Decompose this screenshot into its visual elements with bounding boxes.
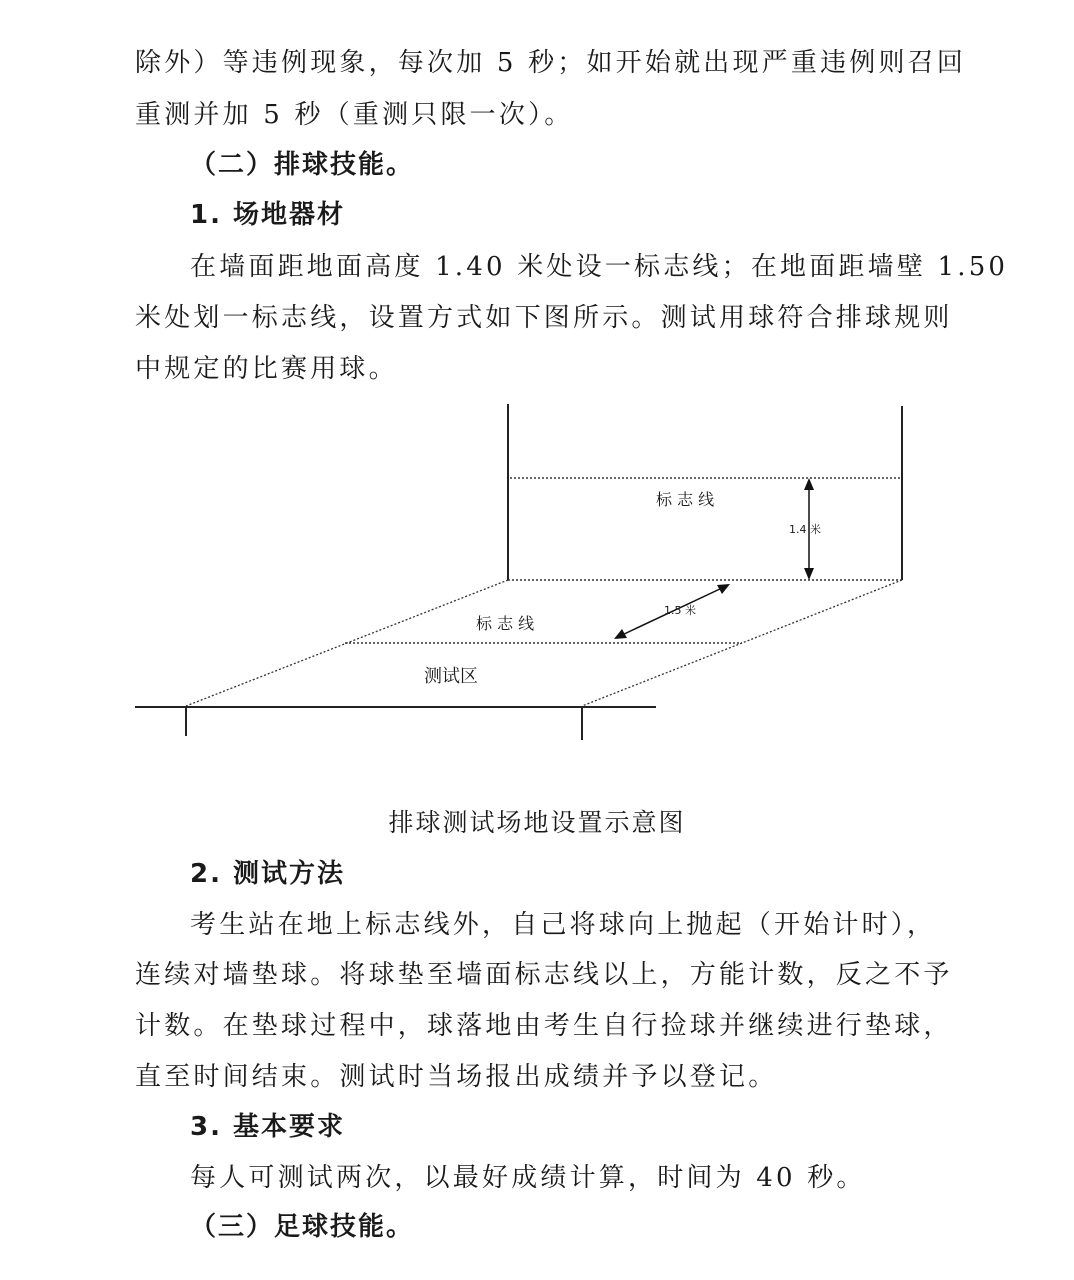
text-line: 计数。在垫球过程中，球落地由考生自行捡球并继续进行垫球，: [135, 1011, 953, 1041]
height-label: 1.4 米: [789, 523, 821, 536]
diagram-caption: 排球测试场地设置示意图: [388, 808, 686, 837]
floor-mark-label: 标 志 线: [476, 614, 535, 633]
text-line: 连续对墙垫球。将球垫至墙面标志线以上，方能计数，反之不予: [135, 960, 953, 990]
text-line: 除外）等违例现象，每次加 5 秒；如开始就出现严重违例则召回: [135, 48, 967, 78]
text-line: 在墙面距地面高度 1.40 米处设一标志线；在地面距墙壁 1.50: [190, 252, 1009, 282]
section-heading: （三）足球技能。: [190, 1212, 415, 1242]
text-line: 重测并加 5 秒（重测只限一次）。: [135, 100, 574, 130]
text-line: 米处划一标志线，设置方式如下图所示。测试用球符合排球规则: [135, 303, 953, 333]
text-line: 直至时间结束。测试时当场报出成绩并予以登记。: [135, 1062, 778, 1092]
text-line: 中规定的比赛用球。: [135, 354, 398, 384]
height-arrow-head-up: [804, 478, 814, 490]
subsection-heading: 3. 基本要求: [190, 1112, 346, 1142]
text-line: 每人可测试两次，以最好成绩计算，时间为 40 秒。: [190, 1163, 866, 1193]
test-zone-label: 测试区: [424, 666, 478, 687]
text-line: 考生站在地上标志线外，自己将球向上抛起（开始计时），: [190, 910, 937, 940]
distance-label: 1.5 米: [664, 604, 696, 617]
subsection-heading: 2. 测试方法: [190, 859, 346, 889]
section-heading: （二）排球技能。: [190, 150, 415, 180]
wall-mark-label: 标 志 线: [656, 490, 715, 509]
subsection-heading: 1. 场地器材: [190, 200, 346, 230]
height-arrow-head-down: [804, 568, 814, 580]
